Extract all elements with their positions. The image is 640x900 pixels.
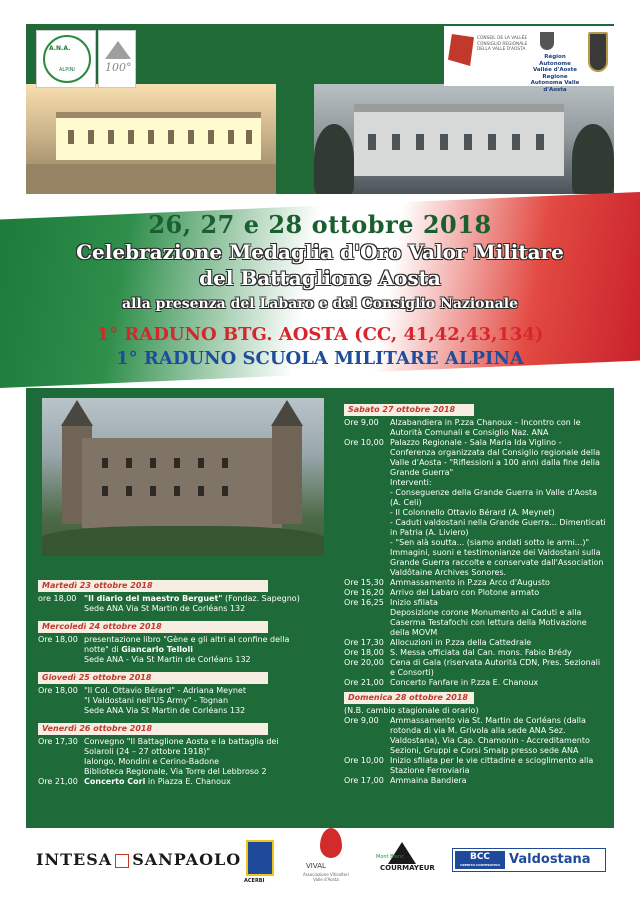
event-title: "Il diario del maestro Berguet": [84, 594, 223, 603]
celebration-title: Celebrazione Medaglia d'Oro Valor Militare: [76, 240, 564, 264]
event-time: Ore 15,30: [344, 578, 384, 587]
event-time: [344, 538, 390, 578]
event-venue: in Piazza E. Chanoux: [145, 777, 231, 786]
event-time: [344, 508, 390, 518]
day-heading: Venerdì 26 ottobre 2018: [38, 723, 268, 735]
sponsors-bar: [0, 828, 640, 900]
day-heading-saturday: Sabato 27 ottobre 2018: [344, 404, 474, 416]
event-time: Ore 17,00: [344, 776, 384, 785]
event-row: [344, 678, 606, 688]
event-description: Deposizione corone Monumento ai Caduti e alla Caserma Testafochi con lettura della Motivazione della MOVM: [390, 608, 587, 637]
event-row: [344, 488, 606, 508]
conseil-logo: [448, 34, 474, 66]
event-time: Ore 16,20: [344, 588, 384, 597]
event-description: Inizio sfilata per le vie cittadine e scioglimento alla Stazione Ferroviaria: [390, 756, 594, 775]
event-description: - "Sen alà soutta... (siamo andati sotto le armi...)" Immagini, suoni e testimonianze dei Valdostani sulla Grande Guerra raccolte e conservate dall'Association Valdôtaine Archives Sonores.: [390, 538, 604, 577]
event-time: Ore 9,00: [344, 418, 379, 427]
region-logo-text: Région Autonome Vallée d'Aoste Regione Autonoma Valle d'Aosta: [530, 54, 580, 93]
courmayeur-tag: Mont Blanc: [376, 854, 404, 860]
event-time: Ore 16,25: [344, 598, 384, 607]
event-author: Giancarlo Telloli: [121, 645, 194, 654]
event-row: [344, 578, 606, 588]
event-time: ore 18,00: [38, 594, 77, 603]
castle-photo: [42, 398, 324, 556]
event-row: [344, 588, 606, 598]
event-title: presentazione libro "Gène e gli altri al confine della notte" di: [84, 635, 290, 654]
bcc-text: BCC: [469, 852, 491, 862]
event-row: [344, 638, 606, 648]
ana-logo-line1: A.N.A.: [49, 45, 71, 52]
event-description: Arrivo del Labaro con Plotone armato: [390, 588, 540, 597]
event-time: Ore 20,00: [344, 658, 384, 667]
event-time: [344, 478, 390, 488]
vival-subtext: Associazione Viticoltori Valle d'Aosta: [302, 872, 349, 882]
event-time: Ore 21,00: [344, 678, 384, 687]
event-speakers: Ialongo, Mondini e Cerino-Badone: [84, 757, 220, 766]
event-description: Ammassamento via St. Martin de Corléans (dalla rotonda di via M. Grivola alla sede ANA Sez. Valdostana), Via Cap. Chamonin - Accreditamento Sezioni, Gruppi e Corsi Smalp presso sede ANA: [390, 716, 590, 755]
centenary-logo-text: 100°: [105, 61, 132, 74]
acerbi-logo-icon: [246, 840, 274, 876]
event-time: [344, 608, 390, 638]
event-row: [344, 776, 606, 786]
raduno-scuola-militare: 1° RADUNO SCUOLA MILITARE ALPINA: [116, 348, 524, 369]
valdostana-text: Valdostana: [509, 852, 591, 867]
event-time: Ore 17,30: [38, 737, 78, 746]
saturday-events: [344, 418, 606, 688]
sanpaolo-text: SANPAOLO: [132, 850, 242, 869]
event-description: - Il Colonnello Ottavio Bérard (A. Meynet): [390, 508, 555, 517]
courmayeur-text: COURMAYEUR: [380, 864, 435, 872]
event-time: Ore 21,00: [38, 777, 78, 786]
event-row: [344, 518, 606, 538]
institution-logos: [444, 26, 616, 93]
bcc-valdostana-logo: [452, 848, 606, 872]
battalion-title: del Battaglione Aosta: [199, 266, 441, 290]
day-heading: Martedì 23 ottobre 2018: [38, 580, 268, 592]
event-row: [344, 658, 606, 678]
bcc-subtext: CREDITO COOPERATIVO: [460, 863, 500, 867]
event-row: [344, 538, 606, 578]
event-description: Concerto Fanfare in P.zza E. Chanoux: [390, 678, 539, 687]
intesa-sanpaolo-logo: [36, 850, 241, 869]
event-venue: Biblioteca Regionale, Via Torre del Lebbroso 2: [84, 767, 267, 776]
presence-subtitle: alla presenza del Labaro e del Consiglio Nazionale: [122, 296, 518, 312]
weekend-programme: [344, 404, 606, 786]
event-time: Ore 10,00: [344, 756, 384, 765]
event-description: Allocuzioni in P.zza della Cattedrale: [390, 638, 532, 647]
event-description: Inizio sfilata: [390, 598, 438, 607]
event-description: Ammassamento in P.zza Arco d'Augusto: [390, 578, 550, 587]
event-time: Ore 18,00: [344, 648, 384, 657]
event-description: - Caduti valdostani nella Grande Guerra... Dimenticati in Patria (A. Liviero): [390, 518, 606, 537]
day-heading: Giovedì 25 ottobre 2018: [38, 672, 268, 684]
region-shield-icon: [540, 32, 554, 50]
event-note: (Fondaz. Sapegno): [222, 594, 300, 603]
event-description: Alzabandiera in P.zza Chanoux – Incontro con le Autorità Comunali e Consiglio Naz. ANA: [390, 418, 581, 437]
day-heading: Mercoledì 24 ottobre 2018: [38, 621, 268, 633]
event-description: S. Messa officiata dal Can. mons. Fabio Brédy: [390, 648, 572, 657]
acerbi-text: ACERBI: [244, 878, 265, 884]
event-description: Palazzo Regionale - Sala Maria Ida Viglino - Conferenza organizzata dal Consiglio regionale della Valle d'Aosta - "Riflessioni a 100 anni dalla fine della Grande Guerra": [390, 438, 601, 477]
historic-barracks-photo: [26, 84, 276, 194]
event-row: [344, 608, 606, 638]
event-time: Ore 10,00: [344, 438, 384, 447]
weekday-programme: [38, 580, 308, 794]
event-time: Ore 9,00: [344, 716, 379, 725]
event-venue: Sede ANA Via St Martin de Corléans 132: [84, 604, 246, 613]
event-row: [344, 648, 606, 658]
program-day: [38, 580, 308, 614]
event-row: [344, 438, 606, 478]
aosta-city-shield-icon: [588, 32, 608, 72]
event-description: Interventi:: [390, 478, 432, 487]
conseil-logo-text: CONSEIL DE LA VALLÉE CONSIGLIO REGIONALE DELLA VALLE D'AOSTA: [477, 36, 528, 52]
event-title: Concerto Cori: [84, 777, 146, 786]
program-day: [38, 723, 308, 787]
event-venue: Sede ANA - Via St Martin de Corléans 132: [84, 655, 251, 664]
event-dates: 26, 27 e 28 ottobre 2018: [148, 210, 492, 239]
event-row: [344, 716, 606, 756]
day-heading-sunday: Domenica 28 ottobre 2018: [344, 692, 474, 704]
program-day: [38, 621, 308, 665]
event-title: "Il Col. Ottavio Bérard" - Adriana Meynet: [84, 686, 246, 695]
event-description: Ammaina Bandiera: [390, 776, 467, 785]
event-description: - Conseguenze della Grande Guerra in Valle d'Aosta (A. Celi): [390, 488, 598, 507]
event-description: Cena di Gala (riservata Autorità CDN, Pres. Sezionali e Consorti): [390, 658, 601, 677]
raduno-btg-aosta: 1° RADUNO BTG. AOSTA (CC, 41,42,43,134): [96, 324, 544, 345]
event-time: Ore 17,30: [344, 638, 384, 647]
event-row: [344, 508, 606, 518]
intesa-text: INTESA: [36, 850, 113, 869]
event-row: [344, 598, 606, 608]
sunday-note: (N.B. cambio stagionale di orario): [344, 706, 479, 715]
event-venue: Sede ANA Via St Martin de Corléans 132: [84, 706, 246, 715]
program-day: [38, 672, 308, 716]
sunday-events: [344, 716, 606, 786]
event-title: Convegno "Il Battaglione Aosta e la battaglia dei Solaroli (24 – 27 ottobre 1918)": [84, 737, 279, 756]
barracks-photo: [314, 84, 614, 194]
event-time: [344, 518, 390, 538]
event-row: [344, 756, 606, 776]
event-time: Ore 18,00: [38, 635, 78, 644]
event-time: Ore 18,00: [38, 686, 78, 695]
event-time: [344, 488, 390, 508]
event-row: [344, 478, 606, 488]
event-row: [344, 418, 606, 438]
event-title-2: "I Valdostani nell'US Army" - Tognan: [84, 696, 229, 705]
vival-text: VIVAL: [306, 862, 326, 870]
ana-logo: [36, 30, 96, 88]
ana-logo-line2: ALPINI: [59, 67, 75, 73]
centenary-logo: [98, 30, 136, 88]
